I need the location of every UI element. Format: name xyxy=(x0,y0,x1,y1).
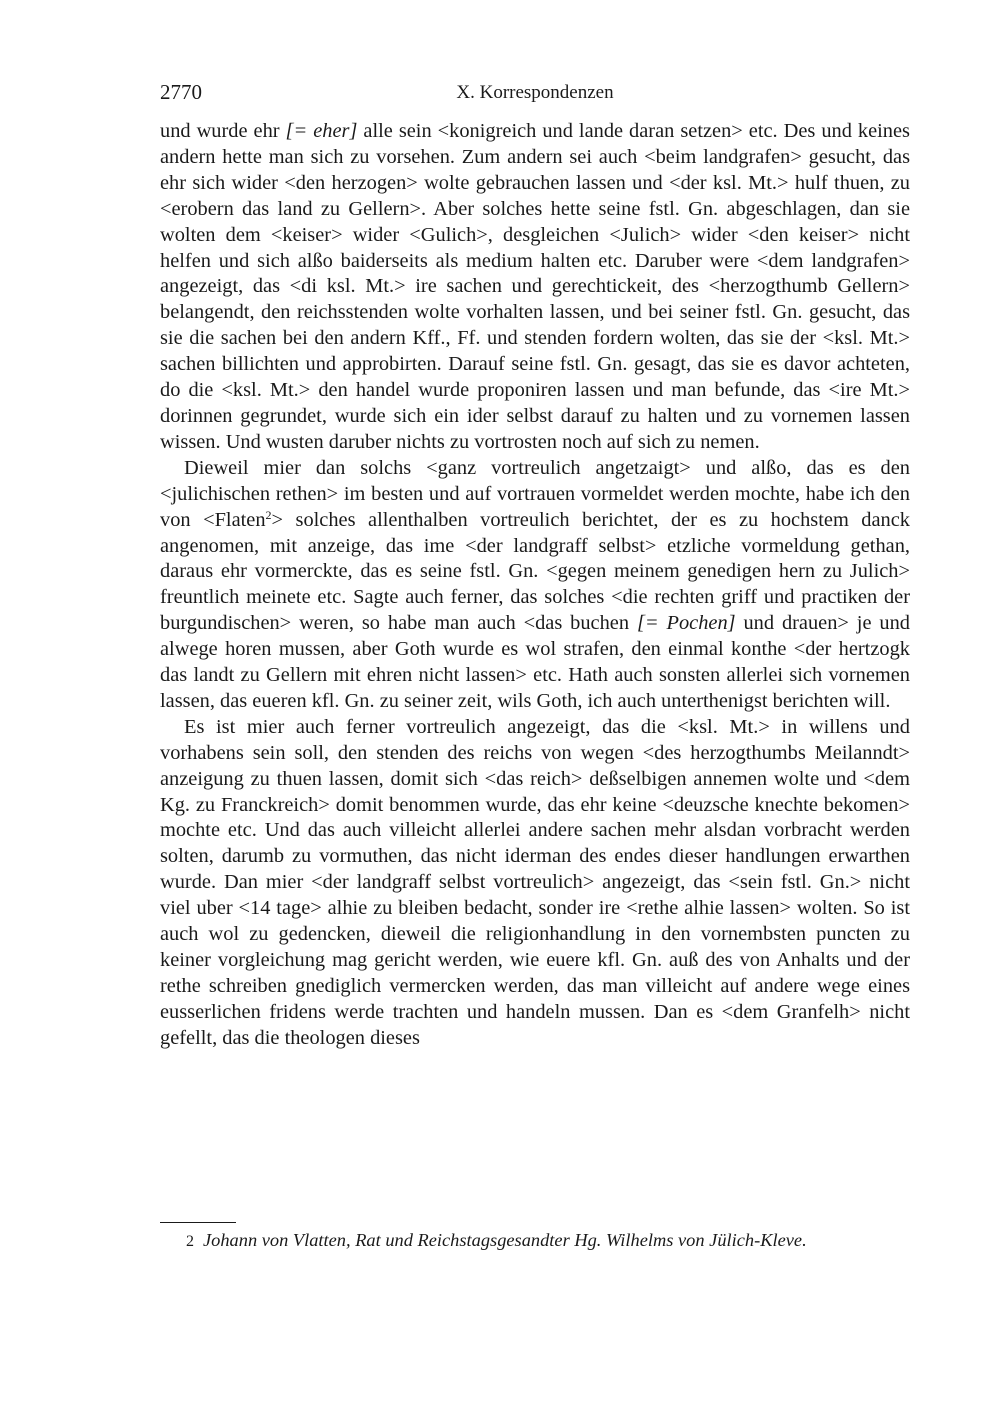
editorial-note: [= Pochen] xyxy=(636,612,736,635)
footnote-text: Johann von Vlatten, Rat und Reichstagsgesandter Hg. Wilhelms von Jülich-Kleve. xyxy=(203,1230,807,1250)
footnote-divider xyxy=(160,1222,236,1223)
page-number: 2770 xyxy=(160,80,202,104)
paragraph-2: Dieweil mier dan solchs <ganz vortreulich angetzaigt> und alßo, das es den <julichischen rethen> im besten und auf vortrauen vormeldet werden mochte, habe ich den von <Flaten$^2$> solches allenthalben vortreulich berichtet, der es zu hochstem danck angenomen, mit anzeige, das ime <der landgraff selbst> etzliche vormeldung gethan, daraus ehr vormerckte, das es seine fstl. Gn. <gegen meinem genedigen hern zu Julich> freuntlich meinete etc. Sagte auch ferner, das solches <die rechten griff und practiken der burgundischen> weren, so habe man auch <das buchen [= Pochen] und drauen> je und alwege horen mussen, aber Goth wurde es wol strafen, den einmal konthe <der hertzogk das landt zu Gellern mit ehren nicht lassen> etc. Hath auch sonsten allerlei sich vornemen lassen, das eueren kfl. Gn. zu seiner zeit, wils Goth, ich auch unterthenigst berichten will. xyxy=(160,456,910,712)
editorial-note: [= eher] xyxy=(285,120,358,142)
paragraph-3: Es ist mier auch ferner vortreulich angezeigt, das die <ksl. Mt.> in willens und vorhabens sein soll, den stenden des reichs von wegen <des herzogthumbs Meilanndt> anzeigung zu thuen lassen, domit sich <das reich> deßselbigen annemen wolte und <dem Kg. zu Franckreich> domit benommen wurde, das ehr keine <deuzsche knechte bekomen> mochte etc. Und das auch villeicht allerlei andere sachen mehr alsdan vorbracht werden solten, darumb zu vormuthen, das nicht iderman des endes dieser handlungen erwarthen wurde. Dan mier <der landgraff selbst vortreulich> angezeigt, das <sein fstl. Gn.> nicht viel uber <14 tage> alhie zu bleiben bedacht, sonder ire <rethe alhie lassen> wolten. So ist auch wol zu gedencken, dieweil die religionhandlung in den vornembsten puncten zu keiner vorgleichung mag gericht werden, wie euere kfl. Gn. auß des von Anhalts und der rethe schreiben gnediglich vermercken werden, das man villeicht auf andere wege eines eusserlichen fridens werde trachten und handeln mussen. Dan es <dem Granfelh> nicht gefellt, das die theologen dieses xyxy=(160,715,910,1049)
main-text xyxy=(160,119,910,1052)
footnote xyxy=(186,1228,910,1254)
page-header xyxy=(160,80,910,108)
footnote-reference: 2 xyxy=(265,507,272,522)
footnote-number: 2 xyxy=(186,1233,194,1250)
paragraph-1: und wurde ehr [= eher] alle sein <konigreich und lande daran setzen> etc. Des und keines andern hette man sich zu vorsehen. Zum andern sei auch <beim landgrafen> gesucht, das ehr sich wider <den herzogen> wolte gebrauchen lassen und <der ksl. Mt.> hulf thuen, zu <erobern das land zu Gellern>. Aber solches hette seine fstl. Gn. abgeschlagen, dan sie wolten dem <keiser> wider <Gulich>, desgleichen <Julich> wider <den keiser> nicht helfen und sich alßo baiderseits als medium halten etc. Daruber were <dem landgrafen> angezeigt, das <di ksl. Mt.> ire sachen und gerechtickeit, des <herzogthumb Gellern> belangendt, den reichsstenden wolte vorhalten lassen, und bei seiner fstl. Gn. gesucht, das sie die sachen bei den andern Kff., Ff. und stenden fordern wolten, das sie der <ksl. Mt.> sachen billichten und approbirten. Darauf seine fstl. Gn. gesagt, das sie es davor achteten, do die <ksl. Mt.> den handel wurde proponiren lassen und man befunde, das <ire Mt.> dorinnen gegrundet, wurde sich ein ider selbst darauf zu halten und zu vornemen lassen wissen. Und wusten daruber nichts zu vortrosten noch auf sich zu nemen. xyxy=(160,120,910,453)
running-title: X. Korrespondenzen xyxy=(456,82,614,103)
